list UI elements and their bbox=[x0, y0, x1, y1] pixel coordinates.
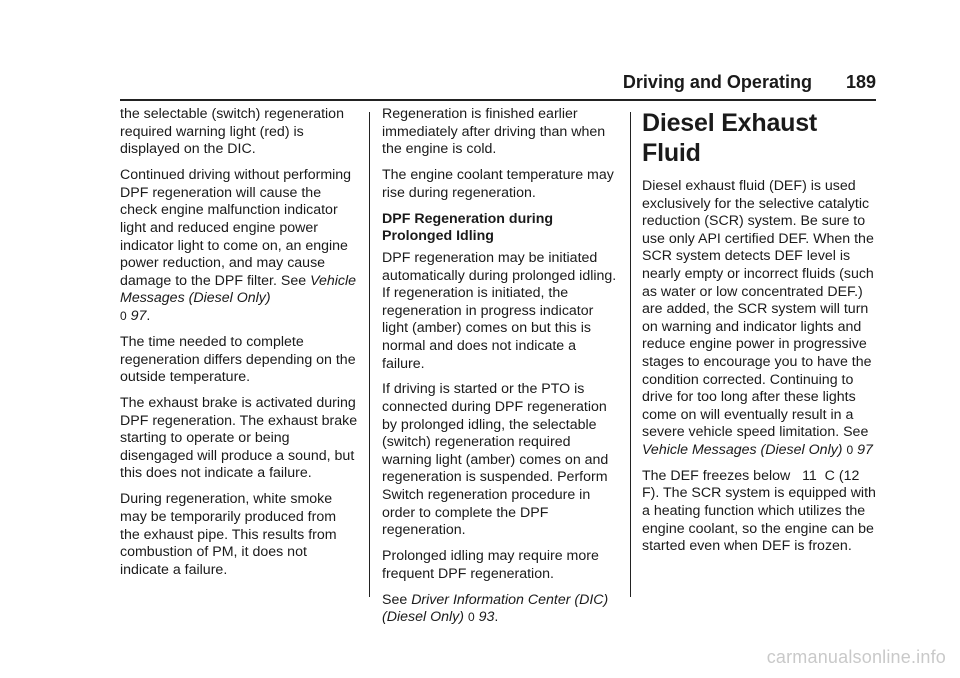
paragraph-text: Diesel exhaust fluid (DEF) is used exclusively for the selective catalytic reduction (SCR) system. Be sure to use only API certified DEF. When the SCR system detects DEF level is nearly empty or incorrect fluids (such as water or low concentrated DEF.) are added, the SCR system will turn on warning and indicator lights and reduce engine power in progressive stages to encourage you to have the condition corrected. Continuing to drive for too long after these lights come on will eventually result in a severe vehicle speed limitation. See bbox=[642, 178, 874, 441]
cross-reference-link[interactable]: Vehicle Messages (Diesel Only) bbox=[120, 272, 357, 307]
paragraph-text: Continued driving without performing DPF regeneration will cause the check engine malfunction indicator light and reduced engine power indicator light to come on, an engine power reduction, and may cause damage to the DPF filter. See bbox=[120, 167, 352, 289]
paragraph: Regeneration is finished earlier immediately after driving than when the engine is cold. bbox=[382, 106, 606, 158]
column-1 bbox=[120, 106, 358, 588]
watermark: carmanualsonline.info bbox=[766, 647, 946, 667]
punctuation: . bbox=[494, 609, 499, 626]
paragraph: The DEF freezes below 11 C (12 F). The SCR system is equipped with a heating function which utilizes the engine coolant, so the engine can be started even when DEF is frozen. bbox=[642, 467, 876, 555]
header-rule bbox=[120, 99, 876, 101]
paragraph: The engine coolant temperature may rise during regeneration. bbox=[382, 167, 614, 201]
paragraph: The exhaust brake is activated during DPF regeneration. The exhaust brake starting to operate or being disengaged will produce a sound, but this does not indicate a failure. bbox=[120, 395, 358, 482]
page-number: 189 bbox=[845, 72, 876, 92]
paragraph: The time needed to complete regeneration differs depending on the outside temperature. bbox=[120, 333, 356, 386]
paragraph: Prolonged idling may require more frequent DPF regeneration. bbox=[382, 548, 599, 582]
paragraph: the selectable (switch) regeneration required warning light (red) is displayed on the DIC. bbox=[120, 106, 344, 158]
cross-reference-link[interactable]: Driver Information Center (DIC) (Diesel Only) bbox=[382, 591, 609, 626]
page-reference-link[interactable]: 97 bbox=[857, 441, 873, 458]
page-arrow-icon: 0 bbox=[846, 442, 854, 457]
column-3 bbox=[642, 106, 878, 564]
section-heading: Diesel Exhaust Fluid bbox=[642, 109, 818, 167]
page-arrow-icon: 0 bbox=[467, 610, 475, 625]
cross-reference-link[interactable]: Vehicle Messages (Diesel Only) bbox=[642, 441, 843, 458]
column-2 bbox=[382, 106, 618, 635]
paragraph bbox=[120, 167, 358, 325]
paragraph bbox=[382, 592, 618, 627]
paragraph bbox=[642, 178, 878, 460]
page-reference-link[interactable]: 93 bbox=[478, 609, 495, 626]
column-divider-1 bbox=[369, 112, 370, 597]
page-reference-link[interactable]: 97 bbox=[130, 307, 147, 324]
page-arrow-icon: 0 bbox=[120, 308, 127, 323]
paragraph: DPF regeneration may be initiated automatically during prolonged idling. If regeneration is initiated, the regeneration in progress indicator light (amber) comes on but this is normal and does not indicate a failure. bbox=[382, 249, 617, 372]
section-title: Driving and Operating bbox=[622, 72, 812, 92]
subheading: DPF Regeneration during Prolonged Idling bbox=[382, 210, 554, 245]
page-header bbox=[623, 72, 876, 93]
punctuation: . bbox=[146, 307, 151, 324]
paragraph: If driving is started or the PTO is connected during DPF regeneration by prolonged idling, the selectable (switch) regeneration required warning light (amber) comes on and regeneration is suspended. Perform Switch regeneration procedure in order to complete the DPF regeneration. bbox=[382, 381, 609, 539]
column-divider-2 bbox=[630, 112, 631, 597]
paragraph: During regeneration, white smoke may be temporarily produced from the exhaust pipe. This results from combustion of PM, it does not indicate a failure. bbox=[120, 491, 337, 578]
paragraph-text: See bbox=[382, 591, 412, 608]
